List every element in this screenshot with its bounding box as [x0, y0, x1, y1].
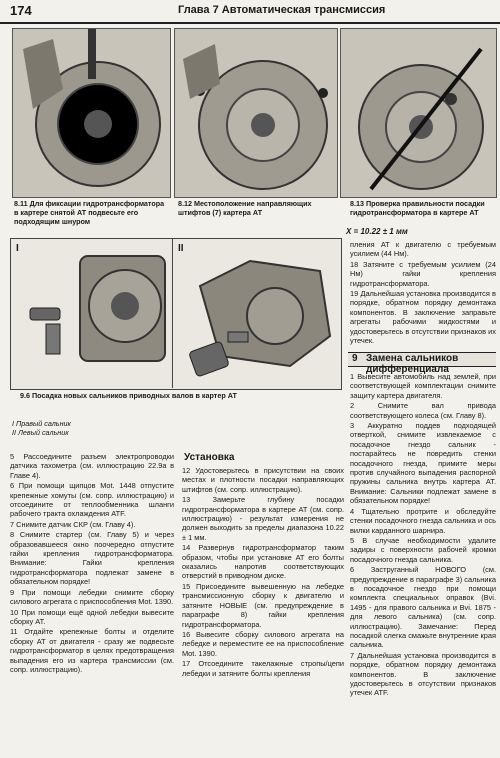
chapter-title: Глава 7 Автоматическая трансмиссия	[178, 4, 386, 16]
paragraph: 9 При помощи лебедки снимите сборку силового агрегата с приспособления Mot. 1390.	[10, 587, 174, 607]
section-number: 9	[352, 353, 358, 364]
caption-9-6: 9.6 Посадка новых сальников приводных валов в картер АТ	[20, 391, 237, 400]
column-right-text	[350, 372, 496, 699]
column-left-text	[10, 452, 174, 675]
paragraph: 19 Дальнейшая установка производится в порядке, обратном порядку демонтажа компонентов. В заключение заправьте агрегаты рабочими жидкостями и удостоверьтесь в отсутствии признаков их утечек.	[350, 289, 496, 346]
paragraph: 1 Вывесите автомобиль над землей, при соответствующей комплектации снимите защиту картера двигателя.	[350, 372, 496, 400]
paragraph: 16 Вывесите сборку силового агрегата на лебедке и переместите ее на приспособление Mot. 1390.	[182, 629, 344, 658]
paragraph: 6 При помощи щипцов Mot. 1448 отпустите крепежные хомуты (см. сопр. иллюстрацию) и отсоедините от теплообменника шланги рабочего тракта охлаждения ATF.	[10, 481, 174, 519]
paragraph: 2 Снимите вал привода соответствующего колеса (см. Главу 8).	[350, 401, 496, 420]
paragraph: 7 Дальнейшая установка производится в порядке, обратном порядку демонтажа компонентов. В заключение удостоверьтесь в отсутствии признаков утечек ATF.	[350, 650, 496, 698]
paragraph: 5 В случае необходимости удалите задиры с поверхности рабочей кромки посадочного гнезда сальника.	[350, 535, 496, 564]
paragraph: 6 Заструганный НОВОГО (см. предупреждение в параграфе 3) сальника в посадочное гнездо при помощи комплекта специальных оправок (Bvi. 1495 - для правого сальника и Bvi. 1875 - для левого сальника) (см. сопр. иллюстрацию). Замечание: Перед посадкой слегка смажьте внутренние края сальника.	[350, 565, 497, 650]
paragraph: 7 Снимите датчик СКР (см. Главу 4).	[10, 519, 136, 529]
photo-8-12	[174, 28, 338, 198]
section-title: Замена сальников дифференциала	[366, 353, 459, 375]
caption-8-12: 8.12 Местоположение направляющих штифтов (7) картера АТ	[178, 199, 312, 217]
paragraph: 18 Затяните с требуемым усилием (24 Нм) гайки крепления гидротрансформатора.	[350, 259, 496, 288]
paragraph: 17 Отсоедините такелажные стропы/цепи лебедки и затяните болты крепления	[182, 659, 344, 678]
page-number: 174	[10, 3, 32, 18]
installation-heading: Установка	[184, 452, 235, 463]
paragraph: пления АТ к двигателю с требуемым усилием (44 Нм).	[350, 240, 496, 259]
paragraph: 8 Снимите стартер (см. Главу 5) и через образовавшееся окно поочередно отпустите гайки крепления гидротрансформатора. Внимание: Гайки крепления гидротрансформатора подлежат замене в обязательном порядке!	[10, 530, 174, 587]
paragraph: 11 Отдайте крепежные болты и отделите сборку АТ от двигателя - сразу же подвесьте гидротрансформатор в целях предотвращения выпадения его из картера трансмиссии (см. сопр. иллюстрацию).	[10, 627, 174, 674]
illustration-right-seal	[20, 246, 170, 386]
paragraph: 4 Тщательно протрите и обследуйте стенки посадочного гнезда сальника и ось вилки карданного шарнира.	[350, 506, 496, 535]
illustration-left-seal	[180, 246, 338, 386]
paragraph: 12 Удостоверьтесь в присутствии на своих местах и плотности посадки направляющих штифтов (см. сопр. иллюстрацию).	[182, 466, 344, 494]
photo-8-11	[12, 28, 171, 198]
column-right-top-text	[350, 240, 496, 346]
page-header	[0, 0, 500, 24]
legend-right-seal: I Правый сальник	[12, 419, 71, 428]
figure-9-6-divider	[172, 238, 173, 388]
caption-8-11: 8.11 Для фиксации гидротрансформатора в картере снятой АТ подвесьте его подходящим шнуром	[14, 199, 165, 226]
caption-8-13: 8.13 Проверка правильности посадки гидротрансформатора в картере АТ	[350, 199, 485, 217]
panel-label-2: II	[178, 243, 184, 254]
paragraph: 5 Рассоедините разъем электропроводки датчика тахометра (см. иллюстрацию 22.9а в Главе 4).	[10, 452, 174, 480]
paragraph: 13 Замерьте глубину посадки гидротрансформатора в картере АТ (см. сопр. иллюстрацию) - результат измерения не должен выходить за пределы диапазона 10.22 ± 1 мм.	[182, 495, 344, 542]
paragraph: 14 Развернув гидротрансформатор таким образом, чтобы при установке АТ его болты оказались напротив соответствующих отверстий в приводном диске.	[182, 543, 344, 581]
paragraph: 10 При помощи ещё одной лебедки вывесите сборку АТ.	[10, 607, 174, 626]
formula-measurement: X = 10.22 ± 1 мм	[346, 227, 408, 236]
paragraph: 3 Аккуратно поддев подходящей отверткой, снимите извлекаемое с посадочное гнездо сальник - постарайтесь не повредить стенки посадочного гнезда, примите меры против случайного выпадения распорной пружины сальника внутрь картера АТ. Внимание: Сальники подлежат замене в обязательном порядке!	[350, 421, 496, 506]
section-heading-bar	[348, 352, 496, 375]
paragraph: 15 Присоедините вывешенную на лебедке трансмиссионную сборку к двигателю и затяните НОВЫЕ (см. предупреждение в параграфе 8) гайки крепления гидротрансформатора.	[182, 581, 344, 629]
legend-left-seal: II Левый сальник	[12, 428, 69, 437]
photo-8-13	[340, 28, 497, 198]
panel-label-1: I	[16, 243, 19, 254]
column-middle-text	[182, 466, 344, 679]
